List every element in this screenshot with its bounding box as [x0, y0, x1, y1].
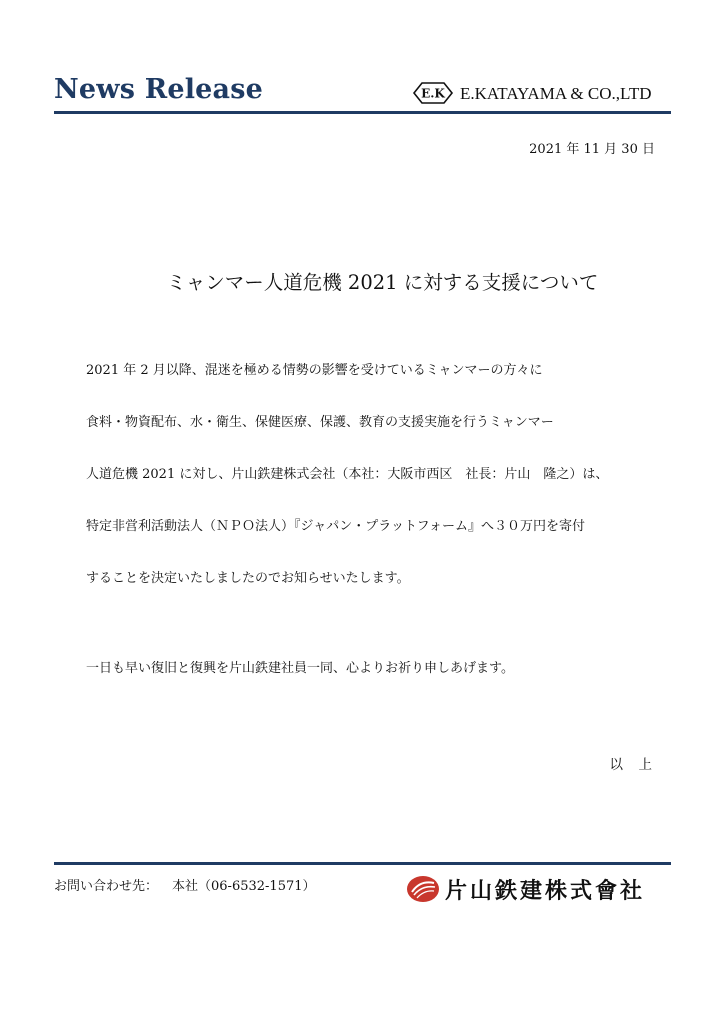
document-title: ミャンマー人道危機 2021 に対する支援について — [166, 271, 599, 294]
footer-rule — [54, 862, 671, 865]
ek-logo-text: E.K — [421, 86, 445, 101]
company-name-en: E.KATAYAMA & CO.,LTD — [460, 84, 652, 103]
body-line: 特定非営利活動法人（ＮＰＯ法人）『ジャパン・プラットフォーム』へ３０万円を寄付 — [86, 519, 585, 534]
katayama-crest-icon — [406, 874, 440, 904]
ek-logo-icon — [412, 81, 454, 105]
contact-info — [54, 875, 316, 894]
company-name-ja: 片山鉄建株式會社 — [445, 879, 646, 904]
closing-mark: 以 上 — [609, 757, 653, 773]
body-paragraph-2 — [86, 643, 666, 695]
release-date: 2021 年 11 月 30 日 — [529, 142, 655, 157]
body-line: することを決定いたしましたのでお知らせいたします。 — [86, 571, 410, 586]
body-line: 2021 年 2 月以降、混迷を極める情勢の影響を受けているミャンマーの方々に — [86, 363, 543, 378]
header-rule — [54, 111, 671, 114]
body-line: 人道危機 2021 に対し、片山鉄建株式会社（本社：大阪市西区 社長：片山 隆之）は、 — [86, 467, 609, 482]
body-line: 一日も早い復旧と復興を片山鉄建社員一同、心よりお祈り申しあげます。 — [86, 661, 514, 676]
contact-phone: 本社（06-6532-1571） — [172, 879, 316, 894]
body-paragraph-1 — [86, 345, 666, 605]
news-release-title: News Release — [54, 74, 264, 105]
body-line: 食料・物資配布、水・衛生、保健医療、保護、教育の支援実施を行うミャンマー — [86, 415, 554, 430]
contact-label: お問い合わせ先： — [54, 879, 159, 894]
